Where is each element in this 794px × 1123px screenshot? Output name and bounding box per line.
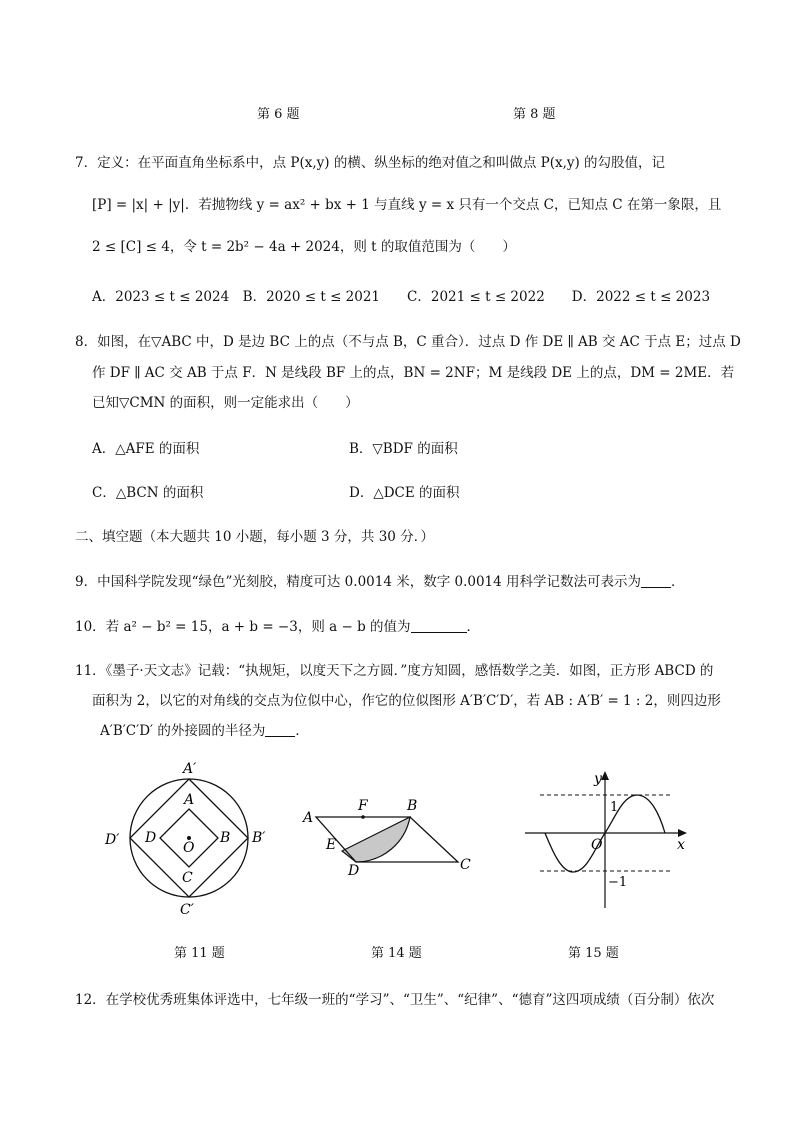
fig11-label: B [220, 830, 231, 846]
q7-line3: 2 ≤ [C] ≤ 4，令 t = 2b² − 4a + 2024，则 t 的取值范围为（ ） [92, 239, 516, 255]
q11-stem: A′B′C′D′ 的外接圆的半径为 [100, 723, 266, 739]
q10-stem: 10．若 a² − b² = 15，a + b = −3，则 a − b 的值为 [75, 619, 411, 635]
fig11-label: D′ [105, 832, 120, 848]
q11-end: ． [295, 723, 309, 739]
fig15-label: −1 [608, 875, 628, 890]
q8-option-c: C．△BCN 的面积 [92, 485, 204, 501]
figure14 [300, 795, 480, 880]
figure14-caption: 第 14 题 [371, 946, 422, 961]
figure15 [515, 768, 695, 913]
q8-line3: 已知▽CMN 的面积，则一定能求出（ ） [92, 395, 359, 411]
q8-option-a: A．△AFE 的面积 [92, 441, 200, 457]
fig11-label: D [145, 830, 157, 846]
fig14-label: D [348, 863, 360, 879]
fig15-label: y [594, 771, 602, 787]
figure11-caption: 第 11 题 [174, 946, 225, 961]
q7-line1: 7．定义：在平面直角坐标系中，点 P(x,y) 的横、纵坐标的绝对值之和叫做点 P(x,y) 的勾股值，记 [75, 155, 666, 171]
figure8-caption: 第 8 题 [513, 107, 556, 122]
fig15-label: 1 [610, 800, 619, 815]
fig11-label: A′ [183, 761, 197, 777]
q8-line2: 作 DF ∥ AC 交 AB 于点 F．N 是线段 BF 上的点，BN = 2NF；M 是线段 DE 上的点，DM = 2ME．若 [92, 365, 735, 381]
q11-line2: 面积为 2，以它的对角线的交点为位似中心，作它的位似图形 A′B′C′D′，若 AB : A′B′ = 1 : 2，则四边形 [92, 693, 721, 709]
figure6-caption: 第 6 题 [257, 107, 300, 122]
q9-text [75, 570, 685, 590]
fig11-label: B′ [252, 830, 266, 846]
fig14-label: F [358, 798, 368, 814]
figure11 [100, 758, 280, 918]
x-axis-arrow [678, 829, 687, 837]
figure15-caption: 第 15 题 [568, 946, 619, 961]
section2-heading: 二、填空题（本大题共 10 小题，每小题 3 分，共 30 分．） [75, 529, 434, 545]
q11-line3 [100, 719, 309, 739]
q9-end: ． [671, 574, 685, 590]
q9-stem: 9．中国科学院发现“绿色”光刻胶，精度可达 0.0014 米，数字 0.0014 用科学记数法可表示为 [75, 574, 642, 590]
fig11-label: C [182, 870, 193, 886]
q8-option-d: D．△DCE 的面积 [349, 485, 460, 501]
fig11-label: C′ [180, 902, 194, 918]
q11-answer-blank[interactable] [265, 724, 295, 737]
q9-answer-blank[interactable] [641, 575, 671, 588]
q11-line1: 11．《墨子·天文志》记载：“执规矩，以度天下之方圆．”度方知圆，感悟数学之美．如图，正方形 ABCD 的 [75, 663, 714, 679]
q8-line1: 8．如图，在▽ABC 中，D 是边 BC 上的点（不与点 B，C 重合）．过点 D 作 DE ∥ AB 交 AC 于点 E；过点 D [75, 334, 741, 350]
q10-text [75, 615, 480, 635]
point-f [361, 815, 365, 819]
q10-answer-blank[interactable] [411, 620, 467, 633]
fig14-label: B [407, 798, 418, 814]
q7-options: A．2023 ≤ t ≤ 2024 B．2020 ≤ t ≤ 2021 C．2021 ≤ t ≤ 2022 D．2022 ≤ t ≤ 2023 [92, 289, 711, 305]
fig14-label: C [460, 857, 471, 873]
q7-line2: [P] = |x| + |y|．若抛物线 y = ax² + bx + 1 与直线 y = x 只有一个交点 C，已知点 C 在第一象限，且 [92, 197, 722, 213]
shaded-sector [342, 817, 410, 862]
fig15-label: x [677, 837, 685, 853]
q10-end: ． [466, 619, 480, 635]
q8-option-b: B．▽BDF 的面积 [349, 441, 458, 457]
fig11-label: A [184, 792, 195, 808]
y-axis-arrow [601, 771, 609, 780]
q12-text: 12．在学校优秀班集体评选中，七年级一班的“学习”、“卫生”、“纪律”、“德育”这四项成绩（百分制）依次 [75, 992, 715, 1008]
fig15-label: O [591, 837, 603, 853]
fig11-label: O [183, 840, 195, 856]
fig14-label: A [303, 810, 314, 826]
fig14-label: E [326, 837, 337, 853]
